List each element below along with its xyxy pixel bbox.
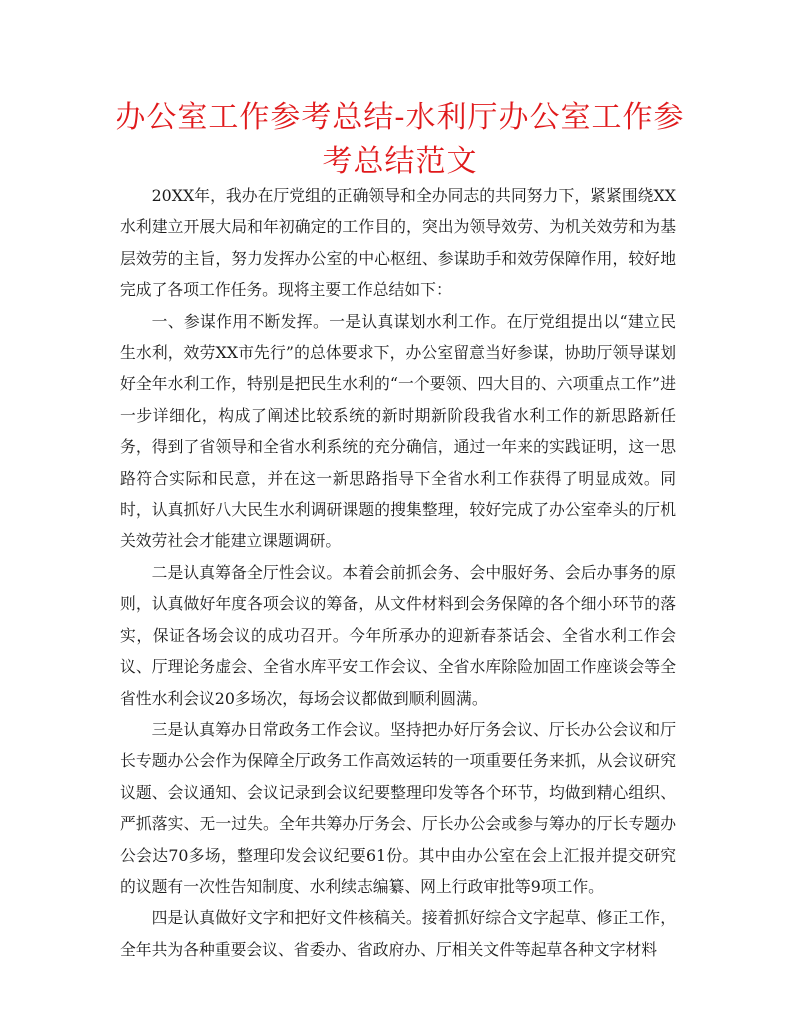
paragraph-intro: 20XX年，我办在厅党组的正确领导和全办同志的共同努力下，紧紧围绕XX水利建立开展大局和年初确定的工作目的，突出为领导效劳、为机关效劳和为基层效劳的主旨，努力发挥办公室的中心枢纽、参谋助手和效劳保障作用，较好地完成了各项工作任务。现将主要工作总结如下：	[120, 186, 676, 300]
paragraph-meetings: 二是认真筹备全厅性会议。本着会前抓会务、会中服好务、会后办事务的原则，认真做好年度各项会议的筹备，从文件材料到会务保障的各个细小环节的落实，保证各场会议的成功召开。今年所承办的迎新春茶话会、全省水利工作会议、厅理论务虚会、全省水库平安工作会议、全省水库除险加固工作座谈会等全省性水利会议20多场次，每场会议都做到顺利圆满。	[120, 562, 676, 708]
paragraph-documents: 四是认真做好文字和把好文件核稿关。接着抓好综合文字起草、修正工作，全年共为各种重要会议、省委办、省政府办、厅相关文件等起草各种文字材料	[120, 908, 676, 959]
paragraph-daily-meetings: 三是认真筹办日常政务工作会议。坚持把办好厅务会议、厅长办公会议和厅长专题办公会作为保障全厅政务工作高效运转的一项重要任务来抓，从会议研究议题、会议通知、会议记录到会议纪要整理印发等各个环节，均做到精心组织、严抓落实、无一过失。全年共筹办厅务会、厅长办公会或参与筹办的厅长专题办公会达70多场，整理印发会议纪要61份。其中由办公室在会上汇报并提交研究的议题有一次性告知制度、水利续志编纂、网上行政审批等9项工作。	[120, 719, 676, 896]
paragraph-section-one: 一、参谋作用不断发挥。一是认真谋划水利工作。在厅党组提出以“建立民生水利，效劳XX市先行”的总体要求下，办公室留意当好参谋，协助厅领导谋划好全年水利工作，特别是把民生水利的“一个要领、四大目的、六项重点工作”进一步详细化，构成了阐述比较系统的新时期新阶段我省水利工作的新思路新任务，得到了省领导和全省水利系统的充分确信，通过一年来的实践证明，这一思路符合实际和民意，并在这一新思路指导下全省水利工作获得了明显成效。同时，认真抓好八大民生水利调研课题的搜集整理，较好完成了办公室牵头的厅机关效劳社会才能建立课题调研。	[120, 311, 676, 551]
document-body	[120, 180, 676, 965]
document-title: 办公室工作参考总结-水利厅办公室工作参考总结范文	[115, 100, 685, 179]
